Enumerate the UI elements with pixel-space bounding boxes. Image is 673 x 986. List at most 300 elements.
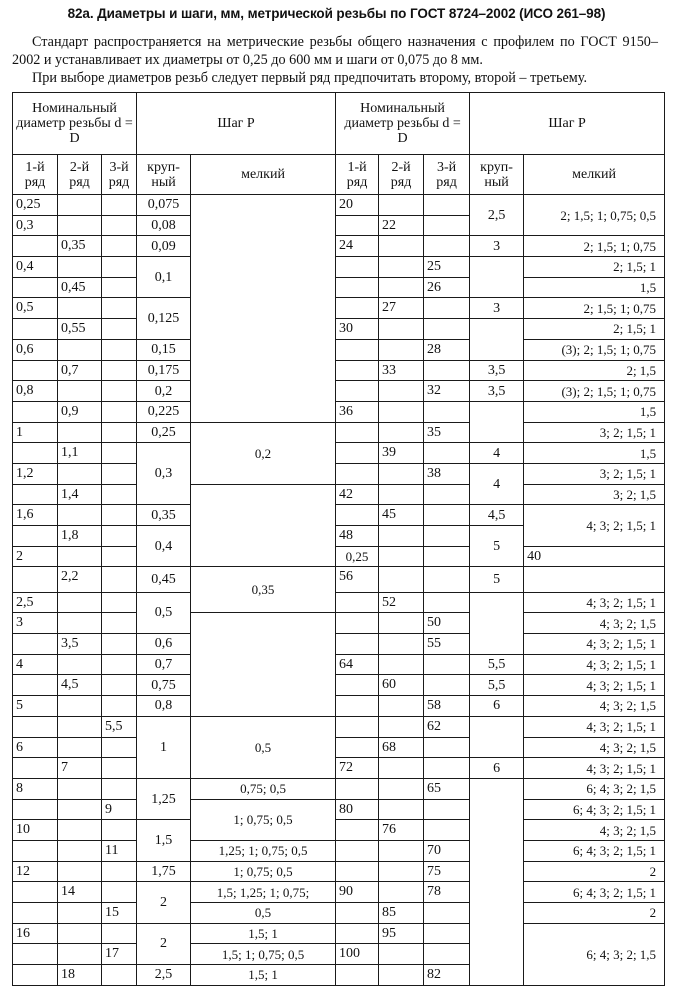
table-row [13,257,665,278]
diameter-row1-cell [13,567,58,592]
table-row [13,654,665,675]
diameter-row2-cell: 27 [379,298,424,319]
header-coarse: круп-ный [470,155,524,195]
thread-table [12,92,665,986]
coarse-pitch-cell: 0,1 [137,257,191,298]
diameter-row3-cell [102,381,137,402]
fine-pitch-cell: 2; 1,5; 1 [524,257,665,278]
diameter-row2-cell [379,236,424,257]
diameter-row3-cell: 35 [424,422,470,443]
diameter-row3-cell: 40 [524,546,665,567]
diameter-row1-cell: 80 [336,799,379,820]
diameter-row2-cell [379,484,424,505]
diameter-row3-cell [102,339,137,360]
diameter-row2-cell: 4,5 [58,675,102,696]
fine-pitch-cell: 4; 3; 2; 1,5; 1 [524,716,665,737]
table-title: 82а. Диаметры и шаги, мм, метрической резьбы по ГОСТ 8724–2002 (ИСО 261–98) [67,6,606,21]
table-row [13,716,665,737]
diameter-row3-cell [424,526,470,547]
diameter-row3-cell [424,737,470,758]
diameter-row2-cell [58,840,102,861]
table-row [13,634,665,655]
fine-pitch-cell: 1,25; 1; 0,75; 0,5 [191,840,336,861]
diameter-row3-cell [102,463,137,484]
diameter-row1-cell [336,634,379,655]
diameter-row1-cell [13,277,58,298]
diameter-row3-cell [424,215,470,236]
diameter-row2-cell [58,463,102,484]
diameter-row2-cell [379,696,424,717]
diameter-row2-cell [379,861,424,882]
diameter-row1-cell [336,613,379,634]
fine-pitch-cell: 0,2 [191,422,336,484]
diameter-row1-cell [336,820,379,841]
diameter-row3-cell [102,820,137,841]
table-row [13,903,665,924]
diameter-row3-cell [102,484,137,505]
coarse-pitch-cell: 0,08 [137,215,191,236]
diameter-row2-cell [58,422,102,443]
diameter-row3-cell: 5,5 [102,716,137,737]
diameter-row1-cell: 5 [13,696,58,717]
diameter-row2-cell: 0,9 [58,401,102,422]
diameter-row3-cell [102,505,137,526]
diameter-row1-cell: 0,25 [13,195,58,216]
fine-pitch-cell: 2; 1,5; 1; 0,75; 0,5 [524,195,665,236]
diameter-row3-cell [102,277,137,298]
diameter-row2-cell: 2,2 [58,567,102,592]
diameter-row1-cell [336,778,379,799]
diameter-row2-cell [58,861,102,882]
diameter-row3-cell [102,298,137,319]
diameter-row2-cell [379,257,424,278]
diameter-row2-cell: 0,7 [58,360,102,381]
diameter-row2-cell [379,758,424,779]
diameter-row1-cell [336,360,379,381]
diameter-row3-cell [424,319,470,340]
diameter-row3-cell [424,820,470,841]
diameter-row1-cell [13,634,58,655]
table-row [13,443,665,464]
diameter-row1-cell: 90 [336,882,379,903]
diameter-row2-cell: 68 [379,737,424,758]
coarse-pitch-cell [470,592,524,654]
diameter-row3-cell [102,675,137,696]
table-row [13,422,665,443]
fine-pitch-cell: 6; 4; 3; 2; 1,5; 1 [524,799,665,820]
diameter-row2-cell [379,422,424,443]
diameter-row3-cell [424,923,470,944]
diameter-row1-cell: 16 [13,923,58,944]
fine-pitch-cell: 4; 3; 2; 1,5; 1 [524,592,665,613]
table-row [13,737,665,758]
diameter-row3-cell [102,319,137,340]
diameter-row3-cell [424,505,470,526]
diameter-row2-cell: 76 [379,820,424,841]
diameter-row3-cell [102,195,137,216]
diameter-row3-cell [102,567,137,592]
coarse-pitch-cell: 4 [470,443,524,464]
diameter-row2-cell [424,546,470,567]
diameter-row1-cell [379,546,424,567]
diameter-row3-cell [424,443,470,464]
diameter-row2-cell: 1,1 [58,443,102,464]
diameter-row2-cell [58,799,102,820]
fine-pitch-cell [191,613,336,716]
diameter-row3-cell [424,298,470,319]
coarse-pitch-cell: 2,5 [137,965,191,986]
coarse-pitch-cell: 0,8 [137,696,191,717]
diameter-row3-cell: 15 [102,903,137,924]
diameter-row2-cell [58,339,102,360]
diameter-row1-cell: 56 [336,567,379,592]
diameter-row3-cell [102,443,137,464]
header-row-2: 2-й ряд [379,155,424,195]
diameter-row1-cell [13,944,58,965]
diameter-row3-cell [102,923,137,944]
diameter-row1-cell: 64 [336,654,379,675]
diameter-row3-cell: 32 [424,381,470,402]
diameter-row1-cell [13,675,58,696]
coarse-pitch-cell: 3,5 [470,381,524,402]
table-row [13,613,665,634]
diameter-row2-cell [58,903,102,924]
diameter-row2-cell [58,778,102,799]
coarse-pitch-cell: 0,125 [137,298,191,339]
coarse-pitch-cell: 0,4 [137,526,191,567]
coarse-pitch-cell: 3 [470,298,524,319]
diameter-row1-cell [13,484,58,505]
diameter-row2-cell [58,215,102,236]
diameter-row1-cell: 0,6 [13,339,58,360]
coarse-pitch-cell [470,257,524,298]
diameter-row2-cell [58,505,102,526]
diameter-row3-cell: 17 [102,944,137,965]
diameter-row1-cell: 0,5 [13,298,58,319]
coarse-pitch-cell: 0,225 [137,401,191,422]
header-pitch: Шаг P [470,93,665,155]
diameter-row3-cell [424,758,470,779]
diameter-row3-cell [102,257,137,278]
coarse-pitch-cell: 3,5 [470,360,524,381]
diameter-row3-cell [102,737,137,758]
fine-pitch-cell: 6; 4; 3; 2; 1,5; 1 [524,840,665,861]
fine-pitch-cell: 4; 3; 2; 1,5 [524,820,665,841]
diameter-row2-cell [379,319,424,340]
table-row [13,484,665,505]
table-row [13,401,665,422]
diameter-row3-cell [102,634,137,655]
diameter-row1-cell [336,592,379,613]
diameter-row3-cell [102,526,137,547]
diameter-row2-cell: 18 [58,965,102,986]
fine-pitch-cell: 4; 3; 2; 1,5; 1 [524,634,665,655]
coarse-pitch-cell: 1,5 [137,820,191,861]
diameter-row2-cell [379,277,424,298]
header-nominal-diameter: Номинальный диаметр резьбы d = D [13,93,137,155]
fine-pitch-cell: 2; 1,5 [524,360,665,381]
table-row [13,195,665,216]
diameter-row1-cell: 4 [13,654,58,675]
diameter-row1-cell [336,257,379,278]
header-nominal-diameter: Номинальный диаметр резьбы d = D [336,93,470,155]
coarse-pitch-cell: 1,25 [137,778,191,819]
fine-pitch-cell: 1; 0,75; 0,5 [191,799,336,840]
diameter-row1-cell: 8 [13,778,58,799]
diameter-row2-cell [58,923,102,944]
diameter-row1-cell: 2,5 [13,592,58,613]
table-row [13,319,665,340]
fine-pitch-cell: 3; 2; 1,5; 1 [524,422,665,443]
diameter-row3-cell [424,360,470,381]
diameter-row1-cell: 12 [13,861,58,882]
diameter-row1-cell [336,675,379,696]
table-row [13,861,665,882]
diameter-row2-cell: 1,8 [58,526,102,547]
diameter-row1-cell [336,422,379,443]
diameter-row3-cell: 70 [424,840,470,861]
diameter-row3-cell [424,799,470,820]
fine-pitch-cell: 1,5 [524,277,665,298]
coarse-pitch-cell: 0,15 [137,339,191,360]
diameter-row2-cell [58,381,102,402]
diameter-row1-cell: 10 [13,820,58,841]
diameter-row3-cell: 75 [424,861,470,882]
diameter-row1-cell [336,339,379,360]
coarse-pitch-cell [470,716,524,757]
diameter-row1-cell [13,758,58,779]
diameter-row3-cell [424,592,470,613]
coarse-pitch-cell: 0,35 [137,505,191,526]
header-pitch: Шаг P [137,93,336,155]
diameter-row2-cell: 95 [379,923,424,944]
diameter-row3-cell: 82 [424,965,470,986]
diameter-row3-cell [102,422,137,443]
table-row [13,696,665,717]
fine-pitch-cell: 0,5 [191,716,336,778]
diameter-row1-cell [336,861,379,882]
diameter-row3-cell: 9 [102,799,137,820]
diameter-row2-cell [379,799,424,820]
diameter-row1-cell [336,737,379,758]
table-row [13,923,665,944]
diameter-row3-cell: 58 [424,696,470,717]
diameter-row2-cell [379,567,424,592]
diameter-row2-cell [58,195,102,216]
header-fine: мелкий [524,155,665,195]
diameter-row2-cell [58,696,102,717]
diameter-row1-cell [13,401,58,422]
fine-pitch-cell: 4; 3; 2; 1,5; 1 [524,758,665,779]
fine-pitch-cell: 3; 2; 1,5; 1 [524,463,665,484]
fine-pitch-cell: 6; 4; 3; 2; 1,5 [524,778,665,799]
fine-pitch-cell: 0,25 [336,546,379,567]
diameter-row2-cell [58,613,102,634]
intro-paragraph: Стандарт распространяется на метрические резьбы общего назначения с профилем по ГОСТ 9150–2002 и устанавливает их диаметры от 0,25 до 600 мм и шаги от 0,075 до 8 мм. [12,34,658,68]
diameter-row2-cell [58,654,102,675]
coarse-pitch-cell: 0,75 [137,675,191,696]
table-row [13,381,665,402]
diameter-row1-cell: 36 [336,401,379,422]
diameter-row2-cell [379,882,424,903]
coarse-pitch-cell: 0,2 [137,381,191,402]
coarse-pitch-cell: 0,3 [137,443,191,505]
diameter-row1-cell [13,799,58,820]
coarse-pitch-cell: 0,175 [137,360,191,381]
diameter-row2-cell: 0,35 [58,236,102,257]
diameter-row1-cell [336,903,379,924]
diameter-row2-cell [58,546,102,567]
diameter-row1-cell [336,716,379,737]
diameter-row3-cell [102,882,137,903]
coarse-pitch-cell: 5,5 [470,675,524,696]
diameter-row2-cell [379,840,424,861]
diameter-row1-cell: 0,4 [13,257,58,278]
table-row [13,277,665,298]
diameter-row2-cell: 22 [379,215,424,236]
coarse-pitch-cell: 0,09 [137,236,191,257]
fine-pitch-cell: 0,75; 0,5 [191,778,336,799]
diameter-row2-cell: 14 [58,882,102,903]
table-row [13,546,665,567]
diameter-row1-cell: 30 [336,319,379,340]
table-row [13,360,665,381]
diameter-row2-cell [58,716,102,737]
diameter-row1-cell [336,696,379,717]
diameter-row1-cell [13,840,58,861]
diameter-row1-cell: 100 [336,944,379,965]
diameter-row3-cell: 78 [424,882,470,903]
header-row-1: 1-й ряд [336,155,379,195]
table-row [13,820,665,841]
diameter-row3-cell [102,965,137,986]
diameter-row2-cell [379,463,424,484]
header-fine: мелкий [191,155,336,195]
fine-pitch-cell: 6; 4; 3; 2; 1,5 [524,923,665,985]
fine-pitch-cell: 2; 1,5; 1 [524,319,665,340]
diameter-row1-cell: 0,3 [13,215,58,236]
coarse-pitch-cell: 1 [137,716,191,778]
table-row [13,778,665,799]
fine-pitch-cell: 3; 2; 1,5 [524,484,665,505]
diameter-row1-cell: 48 [336,526,379,547]
diameter-row3-cell: 28 [424,339,470,360]
diameter-row3-cell [102,778,137,799]
diameter-row3-cell [424,195,470,216]
fine-pitch-cell: 1,5; 1,25; 1; 0,75; [191,882,336,903]
table-row [13,236,665,257]
fine-pitch-cell: 2; 1,5; 1; 0,75 [524,236,665,257]
diameter-row2-cell: 0,55 [58,319,102,340]
header-row-2: 2-й ряд [58,155,102,195]
diameter-row1-cell [336,277,379,298]
diameter-row1-cell: 1,6 [13,505,58,526]
coarse-pitch-cell: 5 [470,567,524,592]
diameter-row1-cell [13,526,58,547]
coarse-pitch-cell [470,401,524,442]
coarse-pitch-cell: 1,75 [137,861,191,882]
diameter-row3-cell [102,758,137,779]
diameter-row1-cell: 0,8 [13,381,58,402]
coarse-pitch-cell [470,778,524,985]
diameter-row2-cell [58,257,102,278]
diameter-row1-cell [336,298,379,319]
diameter-row1-cell [336,443,379,464]
diameter-row3-cell: 55 [424,634,470,655]
fine-pitch-cell: (3); 2; 1,5; 1; 0,75 [524,381,665,402]
diameter-row1-cell [13,319,58,340]
coarse-pitch-cell: 4 [470,463,524,504]
diameter-row3-cell [102,861,137,882]
fine-pitch-cell: 4; 3; 2; 1,5; 1 [524,675,665,696]
diameter-row1-cell: 72 [336,758,379,779]
fine-pitch-cell: 1,5; 1 [191,965,336,986]
fine-pitch-cell: 1,5; 1; 0,75; 0,5 [191,944,336,965]
diameter-row3-cell [102,360,137,381]
diameter-row2-cell: 7 [58,758,102,779]
diameter-row1-cell [336,463,379,484]
diameter-row2-cell: 52 [379,592,424,613]
diameter-row1-cell [13,443,58,464]
header-row-3: 3-й ряд [424,155,470,195]
fine-pitch-cell: 4; 3; 2; 1,5 [524,696,665,717]
diameter-row1-cell: 1,2 [13,463,58,484]
diameter-row3-cell [424,484,470,505]
diameter-row2-cell [379,778,424,799]
diameter-row2-cell [379,654,424,675]
diameter-row3-cell [102,592,137,613]
fine-pitch-cell [191,484,336,567]
diameter-row1-cell [336,965,379,986]
table-row [13,505,665,526]
diameter-row2-cell [379,195,424,216]
diameter-row1-cell [13,716,58,737]
diameter-row1-cell: 3 [13,613,58,634]
intro-paragraph: При выборе диаметров резьб следует первый ряд предпочитать второму, второй – третьему. [32,70,587,86]
coarse-pitch-cell: 5 [470,526,524,567]
intro-text [12,33,658,87]
table-row [13,298,665,319]
diameter-row1-cell [13,903,58,924]
diameter-row3-cell [102,215,137,236]
diameter-row2-cell [379,944,424,965]
diameter-row1-cell [13,965,58,986]
diameter-row1-cell: 24 [336,236,379,257]
diameter-row1-cell: 2 [13,546,58,567]
coarse-pitch-cell: 0,5 [137,592,191,633]
coarse-pitch-cell: 0,075 [137,195,191,216]
fine-pitch-cell: 2 [524,903,665,924]
diameter-row1-cell [13,882,58,903]
diameter-row2-cell: 3,5 [58,634,102,655]
diameter-row2-cell [58,592,102,613]
fine-pitch-cell: 4; 3; 2; 1,5; 1 [524,505,665,546]
fine-pitch-cell: 1,5 [524,443,665,464]
diameter-row3-cell [102,654,137,675]
diameter-row2-cell [379,965,424,986]
fine-pitch-cell: 1; 0,75; 0,5 [191,861,336,882]
table-row [13,567,665,592]
diameter-row3-cell [424,944,470,965]
coarse-pitch-cell: 0,6 [137,634,191,655]
coarse-pitch-cell [470,319,524,360]
table-row [13,799,665,820]
diameter-row3-cell [424,903,470,924]
diameter-row1-cell: 20 [336,195,379,216]
diameter-row1-cell: 1 [13,422,58,443]
fine-pitch-cell: 2; 1,5; 1; 0,75 [524,298,665,319]
coarse-pitch-cell: 2 [137,882,191,923]
